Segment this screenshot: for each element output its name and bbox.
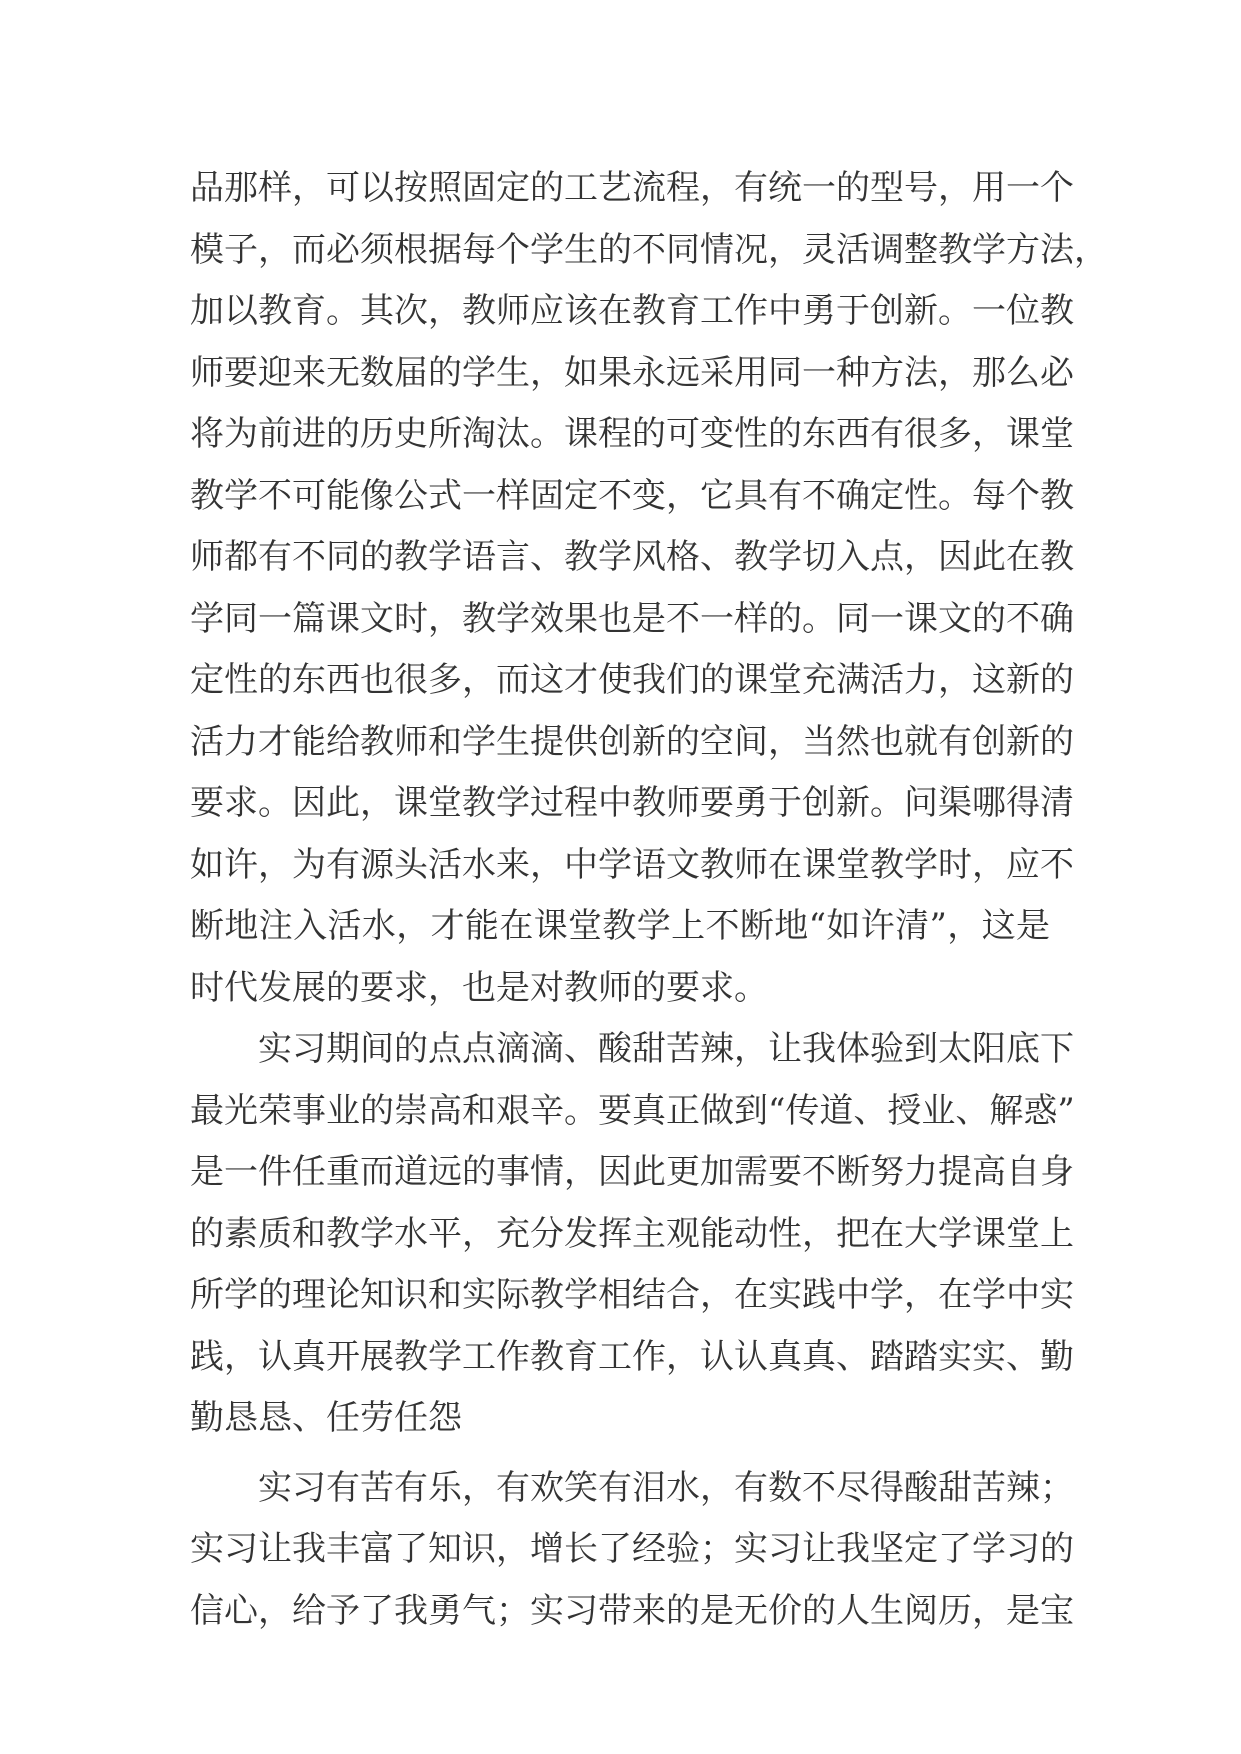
text-line: 实习让我丰富了知识，增长了经验；实习让我坚定了学习的	[190, 1529, 1074, 1569]
text-line: 所学的理论知识和实际教学相结合，在实践中学，在学中实	[190, 1275, 1074, 1315]
text-line: 实习有苦有乐，有欢笑有泪水，有数不尽得酸甜苦辣；	[258, 1467, 1074, 1508]
text-line: 践，认真开展教学工作教育工作，认认真真、踏踏实实、勤	[190, 1336, 1074, 1377]
text-line: 如许，为有源头活水来，中学语文教师在课堂教学时，应不	[190, 844, 1074, 885]
text-line: 实习期间的点点滴滴、酸甜苦辣，让我体验到太阳底下	[258, 1029, 1074, 1069]
text-line: 断地注入活水，才能在课堂教学上不断地“如许清”，这是	[190, 906, 1050, 946]
text-line: 品那样，可以按照固定的工艺流程，有统一的型号，用一个	[190, 168, 1074, 208]
text-line: 加以教育。其次，教师应该在教育工作中勇于创新。一位教	[190, 291, 1074, 331]
text-line: 信心，给予了我勇气；实习带来的是无价的人生阅历，是宝	[190, 1590, 1074, 1631]
text-line: 学同一篇课文时，教学效果也是不一样的。同一课文的不确	[190, 598, 1074, 639]
text-line: 勤恳恳、任劳任怨	[190, 1398, 462, 1438]
document-body	[190, 158, 1108, 1642]
text-line: 最光荣事业的崇高和艰辛。要真正做到“传道、授业、解惑”	[190, 1090, 1075, 1131]
text-line: 定性的东西也很多，而这才使我们的课堂充满活力，这新的	[190, 660, 1074, 700]
text-line: 时代发展的要求，也是对教师的要求。	[190, 967, 768, 1008]
text-line: 教学不可能像公式一样固定不变，它具有不确定性。每个教	[190, 475, 1074, 516]
text-line: 师都有不同的教学语言、教学风格、教学切入点，因此在教	[190, 537, 1074, 577]
paragraph-gap	[190, 1450, 1050, 1458]
text-line: 模子，而必须根据每个学生的不同情况，灵活调整教学方法，	[190, 229, 1108, 270]
text-line: 活力才能给教师和学生提供创新的空间，当然也就有创新的	[190, 721, 1074, 762]
text-line: 师要迎来无数届的学生，如果永远采用同一种方法，那么必	[190, 352, 1074, 393]
text-line: 是一件任重而道远的事情，因此更加需要不断努力提高自身	[190, 1152, 1074, 1192]
text-line: 要求。因此，课堂教学过程中教师要勇于创新。问渠哪得清	[190, 783, 1074, 823]
text-line: 的素质和教学水平，充分发挥主观能动性，把在大学课堂上	[190, 1213, 1074, 1254]
text-line: 将为前进的历史所淘汰。课程的可变性的东西有很多，课堂	[190, 414, 1074, 454]
